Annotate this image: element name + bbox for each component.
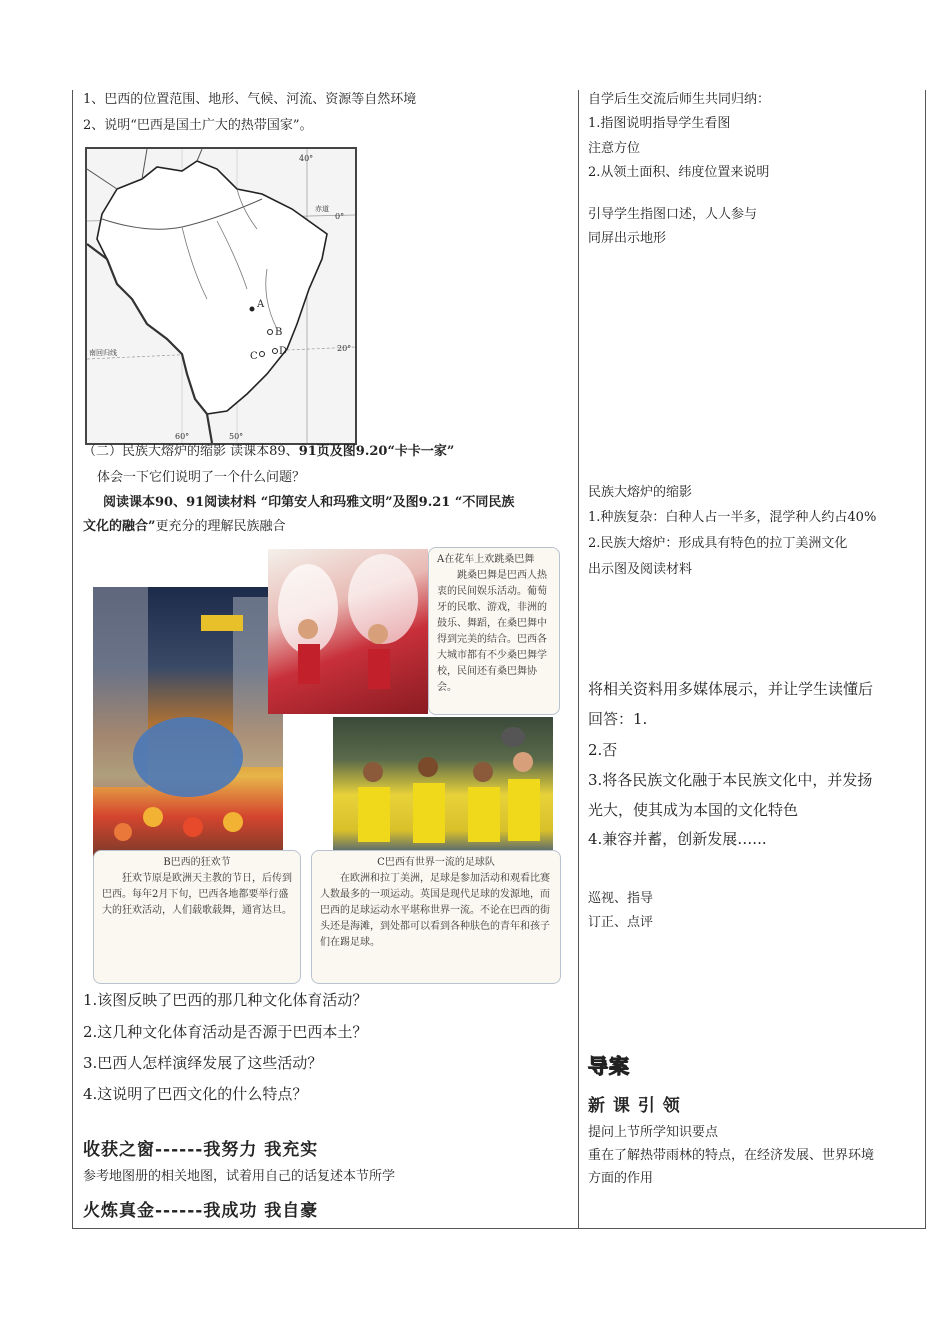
right-b1-line-4: 2.从领土面积、纬度位置来说明 bbox=[588, 165, 770, 180]
column-divider bbox=[578, 90, 579, 1228]
label-lat20: 20° bbox=[337, 344, 352, 353]
right-b3-line-1: 民族大熔炉的缩影 bbox=[588, 485, 693, 500]
harvest-heading: 收获之窗------我努力 我充实 bbox=[83, 1140, 319, 1160]
samba-photo bbox=[268, 549, 428, 714]
right-b3-line-2: 1.种族复杂：白种人占一半多，混学种人约占40% bbox=[588, 510, 877, 525]
right-b1-line-2: 1.指图说明指导学生看图 bbox=[588, 116, 731, 131]
culture-photo-collage bbox=[83, 545, 563, 985]
right-b6-line-3: 方面的作用 bbox=[588, 1171, 654, 1186]
label-lon50: 50° bbox=[229, 432, 244, 441]
carnival-photo bbox=[93, 587, 283, 857]
point-a bbox=[250, 307, 255, 312]
section2-question: 体会一下它们说明了一个什么问题？ bbox=[97, 470, 306, 485]
samba-photo-art bbox=[268, 549, 428, 714]
right-b6-line-1: 提问上节所学知识要点 bbox=[588, 1125, 719, 1140]
right-b3-line-3: 2.民族大熔炉：形成具有特色的拉丁美洲文化 bbox=[588, 536, 848, 551]
harvest-text: 参考地图册的相关地图，试着用自己的话复述本节所学 bbox=[83, 1169, 396, 1184]
reading-bold-2: 文化的融合” bbox=[83, 519, 156, 534]
right-b1-line-1: 自学后生交流后师生共同归纳： bbox=[588, 92, 771, 107]
right-b2-line-1: 引导学生指图口述，人人参与 bbox=[588, 207, 758, 222]
caption-c-title: C巴西有世界一流的足球队 bbox=[377, 857, 495, 868]
new-lesson-heading: 新 课 引 领 bbox=[588, 1096, 681, 1116]
reading-line-2 bbox=[83, 518, 286, 536]
caption-a-body: 跳桑巴舞是巴西人热衷的民间娱乐活动。葡萄牙的民歌、游戏，非洲的鼓乐、舞蹈，在桑巴舞中得到完美的结合。巴西各大城市都有不少桑巴舞学校，民间还有桑巴舞协会。 bbox=[437, 570, 547, 693]
label-lat0: 0° bbox=[335, 212, 345, 221]
right-b5-line-1: 巡视、指导 bbox=[588, 891, 654, 906]
question-3: 3.巴西人怎样演绎发展了这些活动？ bbox=[83, 1054, 323, 1072]
right-b5-line-2: 订正、点评 bbox=[588, 915, 654, 930]
left-line-1: 1、巴西的位置范围、地形、气候、河流、资源等自然环境 bbox=[83, 92, 417, 107]
right-b1-line-3: 注意方位 bbox=[588, 141, 641, 156]
right-b4-line-6: 4.兼容并蓄，创新发展…... bbox=[588, 830, 767, 848]
section2-heading bbox=[83, 443, 454, 461]
brazil-map bbox=[85, 147, 357, 445]
brazil-map-svg bbox=[87, 149, 355, 443]
caption-c-body: 在欧洲和拉丁美洲，足球是参加活动和观看比赛人数最多的一项运动。英国是现代足球的发源地，而巴西的足球运动水平堪称世界一流。不论在巴西的街头还是海滩，到处都可以看到各种肤色的青年和孩子们在踢足球。 bbox=[320, 873, 550, 948]
caption-b-body: 狂欢节原是欧洲天主教的节日，后传到巴西。每年2月下旬，巴西各地都要举行盛大的狂欢活动，人们载歌载舞，通宵达旦。 bbox=[102, 873, 292, 916]
football-photo-art bbox=[333, 717, 553, 859]
caption-c bbox=[311, 850, 561, 984]
section2-title: （二）民族大熔炉的缩影 读课本89、 bbox=[83, 444, 299, 459]
right-b4-line-3: 2.否 bbox=[588, 741, 618, 759]
right-b4-line-4: 3.将各民族文化融于本民族文化中，并发扬 bbox=[588, 771, 873, 789]
right-b4-line-1: 将相关资料用多媒体展示，并让学生读懂后 bbox=[588, 680, 874, 698]
caption-a-title: A在花车上欢跳桑巴舞 bbox=[437, 554, 535, 565]
brazil-outline bbox=[97, 161, 327, 414]
football-photo bbox=[333, 717, 553, 859]
label-lon60: 60° bbox=[175, 432, 190, 441]
caption-b bbox=[93, 850, 301, 984]
caption-b-title: B巴西的狂欢节 bbox=[163, 857, 231, 868]
label-tropic: 南回归线 bbox=[89, 349, 117, 357]
right-b4-line-5: 光大，使其成为本国的文化特色 bbox=[588, 801, 799, 819]
daoan-logo: 导案 bbox=[588, 1054, 630, 1078]
caption-a bbox=[428, 547, 560, 715]
right-b3-line-4: 出示图及阅读材料 bbox=[588, 562, 693, 577]
label-c: C bbox=[250, 351, 258, 362]
question-4: 4.这说明了巴西文化的什么特点？ bbox=[83, 1085, 308, 1103]
question-1: 1.该图反映了巴西的那几种文化体育活动？ bbox=[83, 991, 368, 1009]
section2-bold: 91页及图9.20“卡卡一家” bbox=[298, 444, 455, 459]
label-a: A bbox=[257, 299, 265, 310]
label-d: D bbox=[279, 346, 288, 357]
fire-heading: 火炼真金------我成功 我自豪 bbox=[83, 1201, 319, 1221]
right-b6-line-2: 重在了解热带雨林的特点，在经济发展、世界环境 bbox=[588, 1148, 875, 1163]
carnival-photo-art bbox=[93, 587, 283, 857]
label-b: B bbox=[275, 327, 283, 338]
label-equator: 赤道 bbox=[315, 205, 329, 213]
right-b2-line-2: 同屏出示地形 bbox=[588, 231, 667, 246]
right-b4-line-2: 回答：1. bbox=[588, 710, 648, 728]
reading-rest: 更充分的理解民族融合 bbox=[155, 519, 286, 534]
question-2: 2.这几种文化体育活动是否源于巴西本土？ bbox=[83, 1023, 368, 1041]
left-line-2: 2、说明“巴西是国土广大的热带国家”。 bbox=[83, 118, 313, 133]
label-lon40: 40° bbox=[299, 154, 314, 163]
reading-line-1: 阅读课本90、91阅读材料 “印第安人和玛雅文明”及图9.21 “不同民族 bbox=[103, 495, 515, 510]
